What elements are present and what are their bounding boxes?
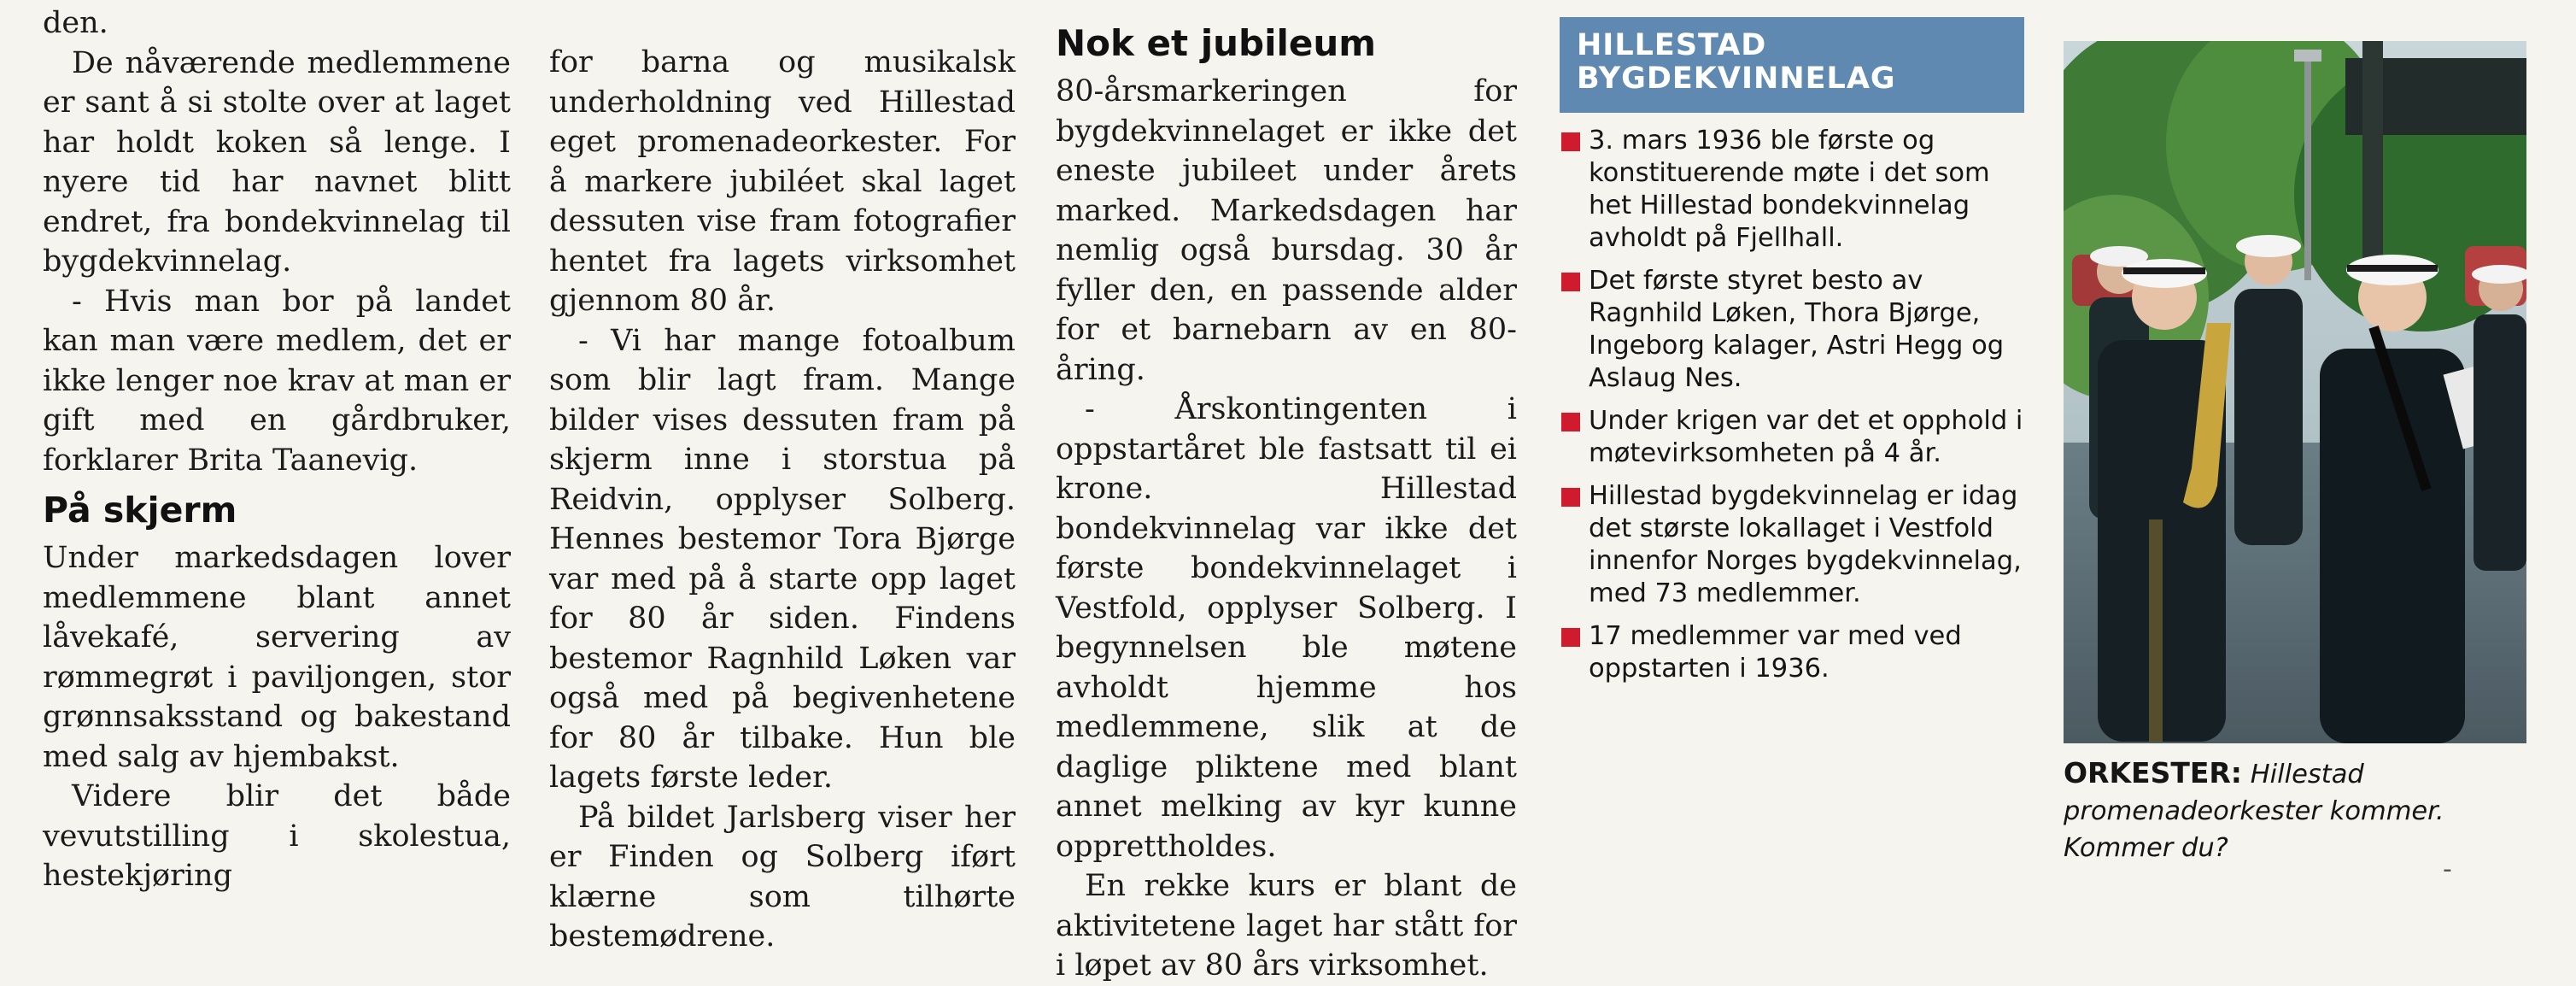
- square-bullet-icon: [1561, 132, 1580, 151]
- paragraph: De nåværende medlemmene er sant å si stolte over at laget har holdt koken så lenge. I nyere tid har navnet blitt endret, fra bondekvinnelag til bygdekvinnelag.: [43, 45, 511, 279]
- paragraph: - Hvis man bor på landet kan man være medlem, det er ikke lenger noe krav at man er gift med en gårdbruker, forklarer Brita Taanevig.: [43, 284, 511, 478]
- fact-item: [1560, 620, 2024, 685]
- fact-item: [1560, 480, 2024, 610]
- marching-band-photo: [2064, 41, 2526, 743]
- subheading-nok-et-jubileum: Nok et jubileum: [1056, 22, 1377, 64]
- caption-label: ORKESTER:: [2064, 756, 2243, 789]
- fact-text: 3. mars 1936 ble første og konstituerende møte i det som het Hillestad bondekvinnelag avholdt på Fjellhall.: [1589, 126, 1990, 253]
- fact-box-title: [1560, 17, 2024, 113]
- fact-box: [1560, 17, 2024, 695]
- square-bullet-icon: [1561, 628, 1580, 647]
- fact-list: [1560, 125, 2024, 685]
- paragraph: for barna og musikalsk underholdning ved Hillestad eget promenadeorkester. For å markere jubiléet skal laget dessuten vise fram fotografier hentet fra lagets virksomhet gjennom 80 år.: [549, 45, 1016, 318]
- fact-text: Under krigen var det et opphold i møtevirksomheten på 4 år.: [1589, 406, 2023, 468]
- article-column-1: [43, 3, 511, 896]
- paragraph: Videre blir det både vevutstilling i skolestua, hestekjøring: [43, 779, 511, 893]
- fact-item: [1560, 405, 2024, 470]
- paragraph: Under markedsdagen lover medlemmene blant annet låvekafé, servering av rømmegrøt i paviljongen, stor grønnsaksstand og bakestand med salg av hjembakst.: [43, 541, 511, 774]
- paragraph: den.: [43, 6, 108, 40]
- article-column-2: [549, 43, 1016, 957]
- photo-marching-band-icon: [2064, 41, 2526, 743]
- photo-caption: [2064, 754, 2542, 866]
- square-bullet-icon: [1561, 413, 1580, 431]
- paragraph: 80-årsmarkeringen for bygdekvinnelaget er ikke det eneste jubileet under årets marked. Markedsdagen har nemlig også bursdag. 30 år fyller den, en passende alder for et barnebarn av en 80-åring.: [1056, 74, 1517, 387]
- fact-box-title-line: BYGDEKVINNELAG: [1577, 62, 1896, 96]
- subheading-pa-skjerm: På skjerm: [43, 490, 237, 531]
- paragraph: - Vi har mange fotoalbum som blir lagt fram. Mange bilder vises dessuten fram på skjerm inne i storstua på Reidvin, opplyser Solberg. Hennes bestemor Tora Bjørge var med på å starte opp laget for 80 år siden. Findens bestemor Ragnhild Løken var også med på begivenhetene for 80 år tilbake. Hun ble lagets første leder.: [549, 323, 1016, 795]
- caption-text: Hillestad promenadeorkester kommer. Kommer du?: [2064, 760, 2444, 863]
- square-bullet-icon: [1561, 273, 1580, 291]
- fact-item: [1560, 125, 2024, 255]
- fact-text: Det første styret besto av Ragnhild Løken, Thora Bjørge, Ingeborg kalager, Astri Hegg og Aslaug Nes.: [1589, 266, 2005, 393]
- fact-text: Hillestad bygdekvinnelag er idag det største lokallaget i Vestfold innenfor Norges bygdekvinnelag, med 73 medlemmer.: [1589, 481, 2022, 608]
- fact-box-title-line: HILLESTAD: [1577, 28, 1767, 62]
- paragraph: - Årskontingenten i oppstartåret ble fastsatt til ei krone. Hillestad bondekvinnelag var ikke det første bondekvinnelaget i Vestfold, opplyser Solberg. I begynnelsen ble møtene avholdt hjemme hos medlemmene, slik at de daglige pliktene med blant annet melking av kyr kunne opprettholdes.: [1056, 392, 1517, 864]
- fact-item: [1560, 265, 2024, 395]
- square-bullet-icon: [1561, 488, 1580, 507]
- paragraph: På bildet Jarlsberg viser her er Finden og Solberg iført klærne som tilhørte bestemødrene.: [549, 800, 1016, 954]
- article-column-3: [1056, 22, 1517, 986]
- fact-text: 17 medlemmer var med ved oppstarten i 1936.: [1589, 621, 1962, 684]
- end-mark: -: [2443, 854, 2452, 884]
- paragraph: En rekke kurs er blant de aktivitetene laget har stått for i løpet av 80 års virksomhet.: [1056, 869, 1517, 983]
